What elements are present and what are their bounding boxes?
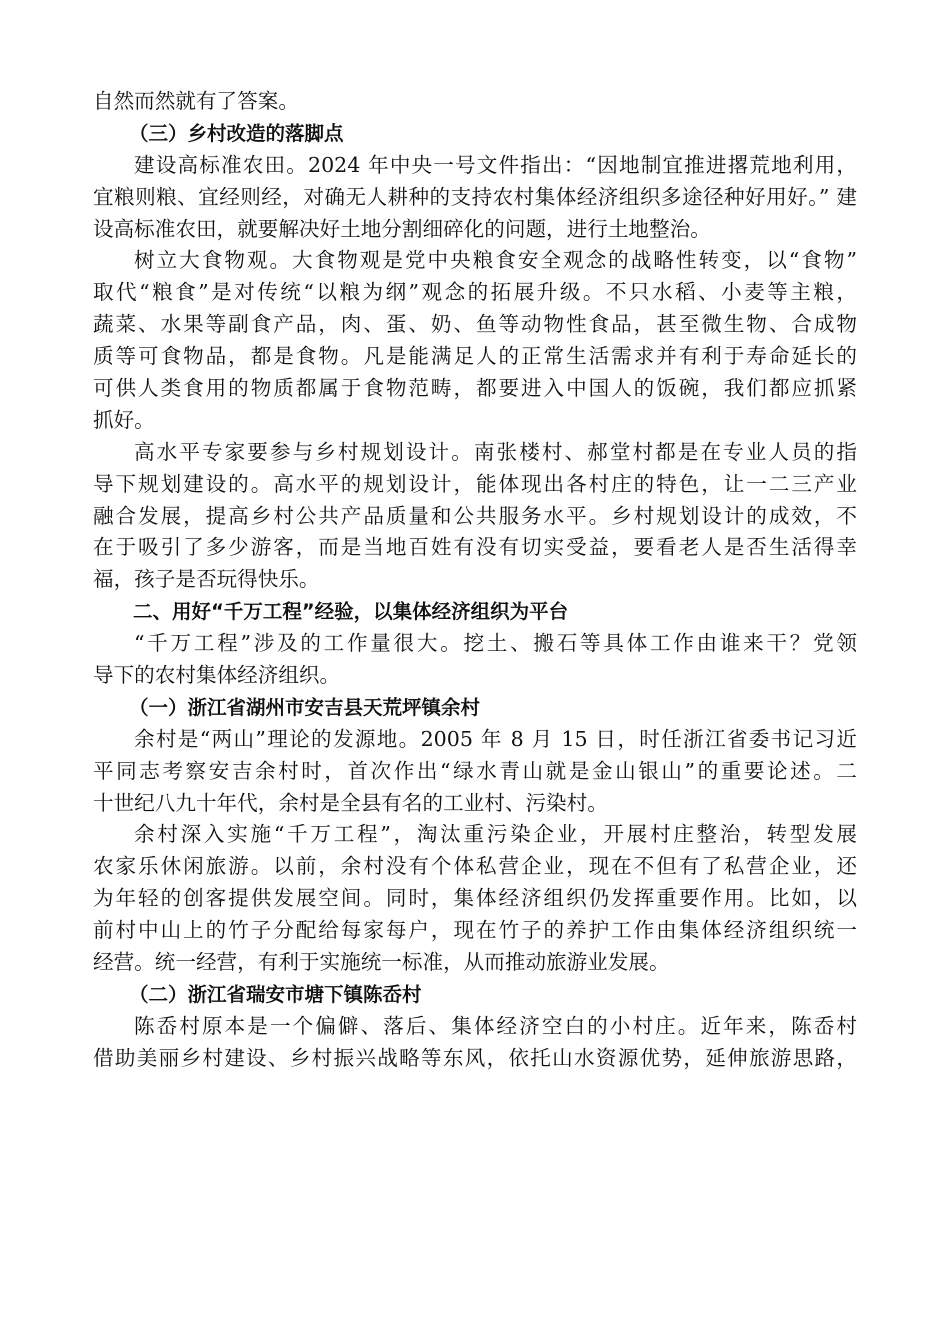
subsection-heading: （三）乡村改造的落脚点 [129,121,344,145]
paragraph-line: 导下的农村集体经济组织。 [93,663,341,688]
paragraph-line: 十世纪八九十年代，余村是全县有名的工业村、污染村。 [93,790,608,815]
paragraph-line: 融合发展，提高乡村公共产品质量和公共服务水平。乡村规划设计的成效，不 [93,503,857,528]
paragraph-line: 自然而然就有了答案。 [93,89,299,113]
paragraph-line: 蔬菜、水果等副食产品，肉、蛋、奶、鱼等动物性食品，甚至微生物、合成物 [93,312,857,337]
paragraph-line: 经营。统一经营，有利于实施统一标准，从而推动旅游业发展。 [93,950,670,975]
paragraph-line: 借助美丽乡村建设、乡村振兴战略等东风，依托山水资源优势，延伸旅游思路， [93,1045,857,1070]
subsection-heading: （二）浙江省瑞安市塘下镇陈岙村 [129,982,422,1006]
paragraph-line: 宜粮则粮、宜经则经，对确无人耕种的支持农村集体经济组织多途径种好用好。” 建 [93,184,857,209]
paragraph-line: 陈岙村原本是一个偏僻、落后、集体经济空白的小村庄。近年来，陈岙村 [134,1013,857,1038]
paragraph-line: 平同志考察安吉余村时，首次作出“绿水青山就是金山银山”的重要论述。二 [93,758,857,783]
paragraph-line: 抓好。 [93,407,155,432]
paragraph-line: 为年轻的创客提供发展空间。同时，集体经济组织仍发挥重要作用。比如，以 [93,886,857,911]
paragraph-line: 质等可食物品，都是食物。凡是能满足人的正常生活需求并有利于寿命延长的 [93,344,857,369]
paragraph-line: 农家乐休闲旅游。以前，余村没有个体私营企业，现在不但有了私营企业，还 [93,854,857,879]
paragraph-line: “千万工程”涉及的工作量很大。挖土、搬石等具体工作由谁来干？党领 [134,631,857,656]
paragraph-line: 余村深入实施“千万工程”，淘汰重污染企业，开展村庄整治，转型发展 [134,822,857,847]
paragraph-line: 前村中山上的竹子分配给每家每户，现在竹子的养护工作由集体经济组织统一 [93,918,857,943]
paragraph-line: 设高标准农田，就要解决好土地分割细碎化的问题，进行土地整治。 [93,216,711,241]
paragraph-line: 建设高标准农田。2024 年中央一号文件指出：“因地制宜推进撂荒地利用， [134,152,857,177]
paragraph-line: 在于吸引了多少游客，而是当地百姓有没有切实受益，要看老人是否生活得幸 [93,535,857,560]
document-page [93,86,857,1075]
paragraph-line: 可供人类食用的物质都属于食物范畴，都要进入中国人的饭碗，我们都应抓紧 [93,376,857,401]
paragraph-line: 取代“粮食”是对传统“以粮为纲”观念的拓展升级。不只水稻、小麦等主粮， [93,280,857,305]
paragraph-line: 树立大食物观。大食物观是党中央粮食安全观念的战略性转变，以“食物” [134,248,857,273]
paragraph-line: 余村是“两山”理论的发源地。2005 年 8 月 15 日，时任浙江省委书记习近 [134,726,857,751]
section-heading: 二、用好“千万工程”经验，以集体经济组织为平台 [133,600,569,624]
subsection-heading: （一）浙江省湖州市安吉县天荒坪镇余村 [129,695,481,719]
paragraph-line: 导下规划建设的。高水平的规划设计，能体现出各村庄的特色，让一二三产业 [93,471,857,496]
paragraph-line: 福，孩子是否玩得快乐。 [93,567,320,592]
paragraph-line: 高水平专家要参与乡村规划设计。南张楼村、郝堂村都是在专业人员的指 [134,439,857,464]
